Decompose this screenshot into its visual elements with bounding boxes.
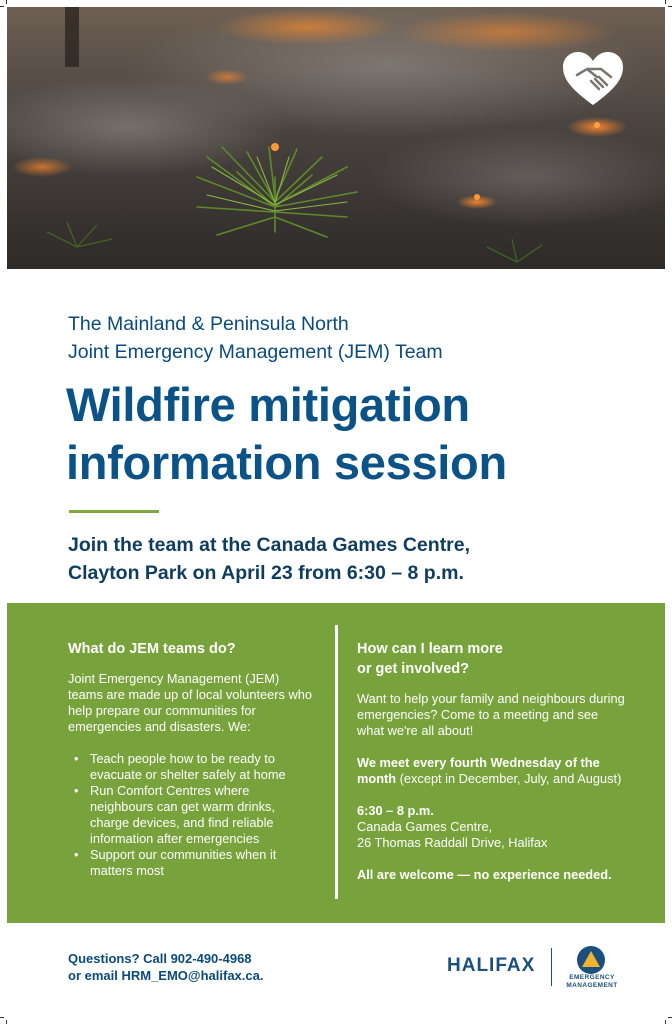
crop-mark	[665, 0, 666, 4]
crop-mark	[6, 1020, 7, 1024]
info-panel	[7, 603, 665, 923]
pine-seedling-illustration	[7, 7, 665, 269]
event-line: Clayton Park on April 23 from 6:30 – 8 p.m.	[68, 562, 464, 584]
meeting-exceptions: (except in December, July, and August)	[396, 771, 622, 786]
column-intro: Want to help your family and neighbours during emergencies? Come to a meeting and see what we're all about!	[357, 691, 625, 738]
venue-address: 26 Thomas Raddall Drive, Halifax	[357, 835, 548, 850]
meeting-schedule	[357, 755, 627, 787]
meeting-frequency: We meet every fourth Wednesday of the month	[357, 755, 600, 786]
em-line: EMERGENCY	[569, 974, 615, 981]
halifax-logo: HALIFAX	[447, 955, 536, 976]
crop-mark	[665, 1020, 666, 1024]
column-divider	[335, 625, 338, 899]
heading-line: or get involved?	[357, 661, 469, 677]
heart-handshake-icon	[561, 51, 625, 107]
meeting-location	[357, 803, 627, 851]
hero-photo	[7, 7, 665, 269]
duties-list	[68, 751, 316, 879]
crop-mark	[6, 0, 7, 4]
what-jem-does-column	[68, 639, 316, 879]
crop-mark	[0, 6, 4, 7]
crop-mark	[668, 1017, 672, 1018]
event-details	[68, 531, 648, 587]
meeting-time: 6:30 – 8 p.m.	[357, 803, 434, 818]
crop-mark	[668, 6, 672, 7]
subtitle-line: Joint Emergency Management (JEM) Team	[68, 341, 443, 363]
list-item: • Run Comfort Centres where neighbours can get warm drinks, charge devices, and find reliable information after emergencies	[68, 783, 316, 847]
contact-info	[68, 950, 368, 984]
heading-line: How can I learn more	[357, 641, 503, 657]
logo-divider	[551, 948, 552, 986]
crop-mark	[0, 1017, 4, 1018]
event-line: Join the team at the Canada Games Centre,	[68, 534, 471, 556]
contact-phone[interactable]: Questions? Call 902-490-4968	[68, 951, 252, 966]
welcome-note: All are welcome — no experience needed.	[357, 867, 612, 882]
subtitle-line: The Mainland & Peninsula North	[68, 313, 349, 335]
venue-name: Canada Games Centre,	[357, 819, 493, 834]
title-line: Wildfire mitigation	[66, 378, 470, 431]
page-title	[66, 376, 656, 492]
accent-rule	[69, 510, 159, 513]
column-intro: Joint Emergency Management (JEM) teams are made up of local volunteers who help prepare our communities for emergencies and disasters. We:	[68, 671, 312, 734]
list-item: • Support our communities when it matters most	[68, 847, 316, 879]
list-item: • Teach people how to be ready to evacuate or shelter safely at home	[68, 751, 316, 783]
get-involved-column	[357, 639, 627, 899]
emergency-management-label	[560, 974, 624, 990]
column-heading: What do JEM teams do?	[68, 641, 236, 657]
emergency-management-icon	[576, 945, 606, 975]
title-line: information session	[66, 436, 507, 489]
column-heading	[357, 639, 627, 679]
team-subtitle	[68, 310, 628, 366]
em-line: MANAGEMENT	[566, 982, 618, 989]
contact-email[interactable]: or email HRM_EMO@halifax.ca.	[68, 968, 264, 983]
